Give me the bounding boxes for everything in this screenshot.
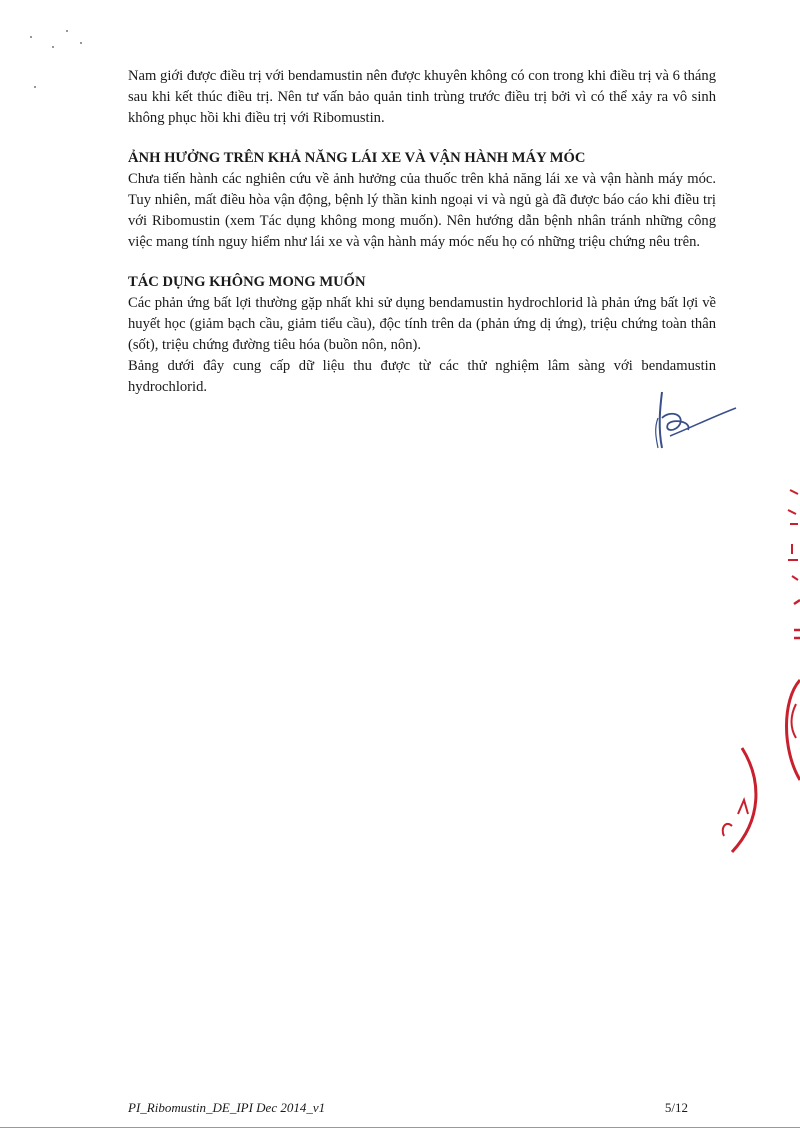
scan-artifact [34,86,36,88]
signature-icon [640,388,740,456]
document-body [128,66,716,398]
scan-artifact [30,36,32,38]
footer-page-number: 5/12 [664,1100,688,1115]
adverse-effects-paragraph: Các phản ứng bất lợi thường gặp nhất khi sử dụng bendamustin hydrochlorid là phản ứng bất lợi về huyết học (giảm bạch cầu, giảm tiểu cầu), độc tính trên da (phản ứng dị ứng), triệu chứng toàn thân (sốt), triệu chứng đường tiêu hóa (buồn nôn, nôn). [128,295,716,353]
stamp-icon [712,480,800,860]
scan-artifact [52,46,54,48]
adverse-effects-table-intro: Bảng dưới đây cung cấp dữ liệu thu được từ các thử nghiệm lâm sàng với bendamustin hydrochlorid. [128,358,716,395]
scan-artifact [80,42,82,44]
bottom-rule [0,1127,800,1128]
driving-heading: ẢNH HƯỞNG TRÊN KHẢ NĂNG LÁI XE VÀ VẬN HÀNH MÁY MÓC [128,150,586,166]
footer-document-id: PI_Ribomustin_DE_IPI Dec 2014_v1 [128,1100,326,1115]
page-footer [128,1100,688,1116]
driving-paragraph: Chưa tiến hành các nghiên cứu về ảnh hưởng của thuốc trên khả năng lái xe và vận hành máy móc. Tuy nhiên, mất điều hòa vận động, bệnh lý thần kinh ngoại vi và ngủ gà đã được báo cáo khi điều trị với Ribomustin (xem Tác dụng không mong muốn). Nên hướng dẫn bệnh nhân tránh những công việc mang tính nguy hiểm như lái xe và vận hành máy móc nếu họ có những triệu chứng nêu trên. [128,171,716,250]
scan-artifact [66,30,68,32]
adverse-effects-heading: TÁC DỤNG KHÔNG MONG MUỐN [128,274,366,290]
fertility-paragraph: Nam giới được điều trị với bendamustin nên được khuyên không có con trong khi điều trị và 6 tháng sau khi kết thúc điều trị. Nên tư vấn bảo quản tinh trùng trước điều trị bởi vì có thể xảy ra vô sinh không phục hồi khi điều trị với Ribomustin. [128,68,716,126]
